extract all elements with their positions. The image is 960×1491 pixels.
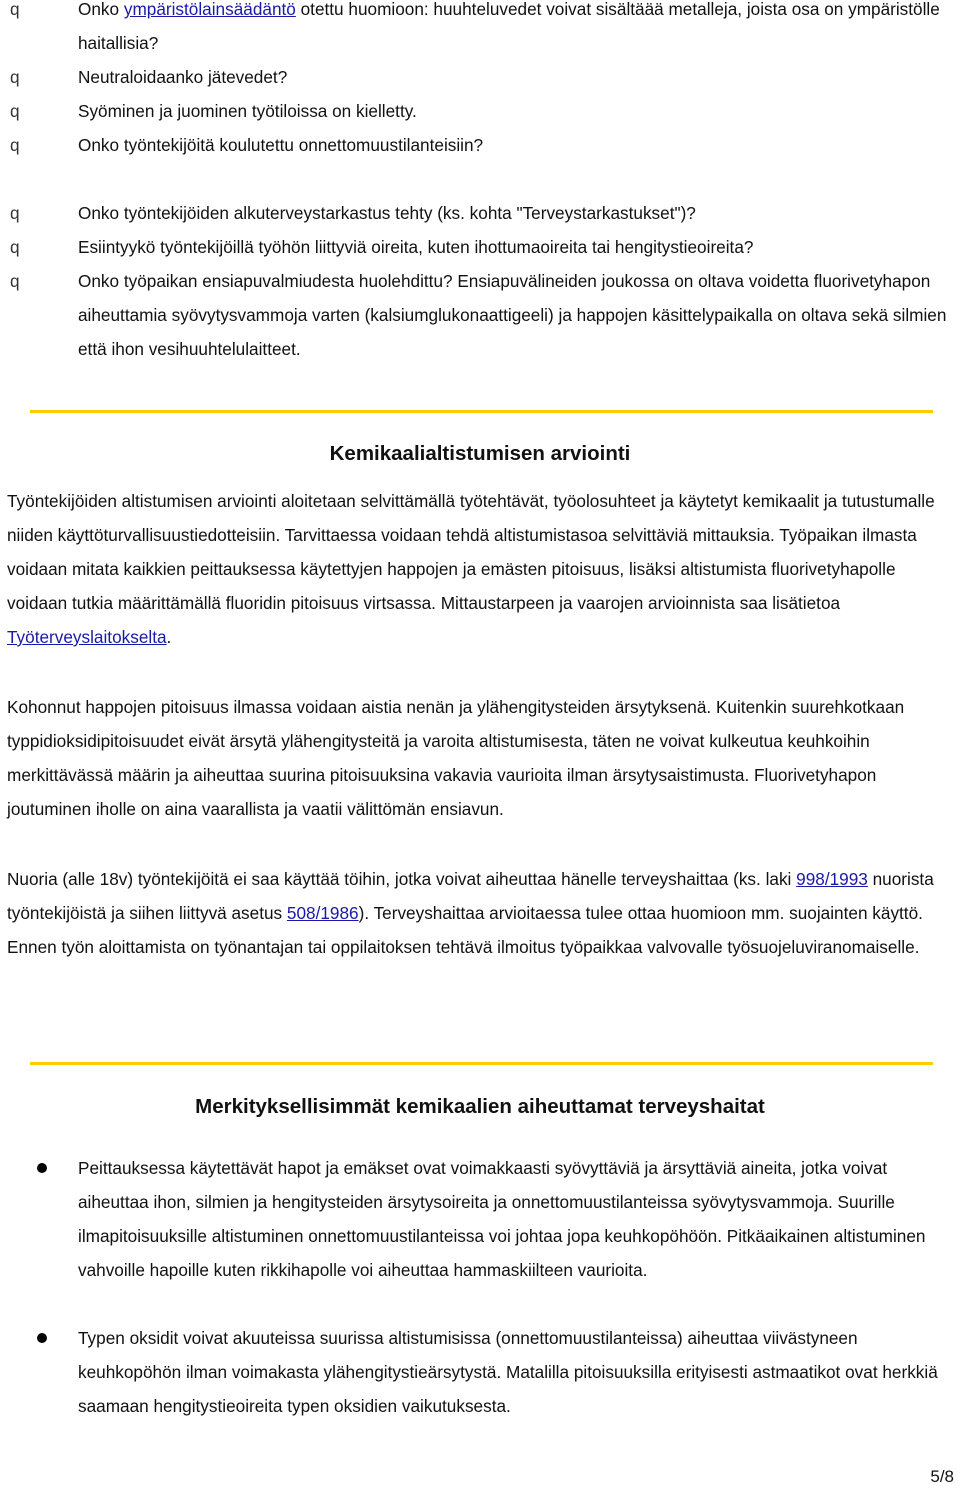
question-text: Neutraloidaanko jätevedet? [78,67,288,87]
law-998-1993-link[interactable]: 998/1993 [796,869,868,889]
paragraph-text: . [166,627,172,647]
question-text: Syöminen ja juominen työtiloissa on kielletty. [78,101,417,121]
question-text-part: Onko [78,0,124,19]
checkbox-marker: q [10,67,20,87]
checkbox-marker: q [10,271,20,291]
question-text: Onko työntekijöiden alkuterveystarkastus tehty (ks. kohta "Terveystarkastukset")? [78,203,696,223]
question-text: Onko työntekijöitä koulutettu onnettomuustilanteisiin? [78,135,484,155]
checkbox-marker: q [10,0,20,19]
paragraph-text: Nuoria (alle 18v) työntekijöitä ei saa käyttää töihin, jotka voivat aiheuttaa hänelle terveyshaittaa (ks. laki [7,869,797,889]
bullet-item: Peittauksessa käytettävät hapot ja emäkset ovat voimakkaasti syövyttäviä ja ärsyttäviä aineita, jotka voivat aiheuttaa ihon, silmien ja hengitysteiden ärsytysoireita ja onnettomuustilanteissa syövytysvammoja. Suurille ilmapitoisuuksille altistuminen onnettomuustilanteissa voi johtaa jopa keuhkopöhöön. Pitkäaikainen altistuminen vahvoille hapoille kuten rikkihapolle voi aiheuttaa hammaskiilteen vaurioita. [78,1158,926,1280]
paragraph-irritation: Kohonnut happojen pitoisuus ilmassa voidaan aistia nenän ja ylähengitysteiden ärsytyksenä. Kuitenkin suurehkotkaan typpidioksidipitoisuudet eivät ärsytä ylähengitysteitä ja varoita altistumisesta, täten ne voivat kulkeutua keuhkoihin merkittävässä määrin ja aiheuttaa suurina pitoisuuksina vakavia vaurioita ilman ärsytysaistimusta. Fluorivetyhapon joutuminen iholle on aina vaarallista ja vaatii välittömän ensiavun. [7,697,905,819]
checkbox-marker: q [10,101,20,121]
bullet-dot [37,1333,47,1343]
decree-508-1986-link[interactable]: 508/1986 [286,903,359,923]
ttl-link[interactable]: Työterveyslaitokselta [7,627,167,647]
question-text: Esiintyykö työntekijöillä työhön liittyviä oireita, kuten ihottumaoireita tai hengitystieoireita? [78,237,754,257]
question-text [78,0,952,60]
paragraph-text: Työntekijöiden altistumisen arviointi aloitetaan selvittämällä työtehtävät, työolosuhteet ja käytetyt kemikaalit ja tutustumalle niiden käyttöturvallisuustiedotteisiin. Tarvittaessa voidaan tehdä altistumistasoa selvittäviä mittauksia. Työpaikan ilmasta voidaan mitata kaikkien peittauksessa käytettyjen happojen ja emästen pitoisuus, lisäksi altistumista fluorivetyhapolle voidaan tutkia määrittämällä fluoridin pitoisuus virtsassa. Mittaustarpeen ja vaarojen arvioinnista saa lisätietoa [7,491,935,613]
checkbox-marker: q [10,237,20,257]
paragraph-assessment [7,484,952,654]
checkbox-marker: q [10,203,20,223]
question-text-part: otettu huomioon: huuhteluvedet voivat sisältäää metalleja, joista osa on ympäristölle haitallisia? [78,0,940,53]
section-heading: Merkityksellisimmät kemikaalien aiheuttamat terveyshaitat [195,1095,765,1118]
section-divider [30,410,933,413]
paragraph-text: nuorista työntekijöistä ja siihen liittyvä asetus [7,869,934,923]
bullet-item: Typen oksidit voivat akuuteissa suurissa altistumisissa (onnettomuustilanteissa) aiheuttaa viivästyneen keuhkopöhön ilman voimakasta ylähengitystieärsytystä. Matalilla pitoisuuksilla erityisesti astmaatikot ovat herkkiä saamaan hengitystieoireita typen oksidien vaikutuksesta. [78,1328,938,1416]
section-heading: Kemikaalialtistumisen arviointi [329,442,631,465]
paragraph-text: ). Terveyshaittaa arvioitaessa tulee ottaa huomioon mm. suojainten käyttö. Ennen työn aloittamista on työnantajan tai oppilaitoksen tehtävä ilmoitus työpaikkaa valvovalle työsuojeluviranomaiselle. [7,903,923,957]
checkbox-marker: q [10,135,20,155]
bullet-dot [37,1163,47,1173]
paragraph-young-workers [7,862,952,964]
question-text: Onko työpaikan ensiapuvalmiudesta huolehdittu? Ensiapuvälineiden joukossa on oltava voidetta fluorivetyhapon aiheuttamia syövytysvammoja varten (kalsiumglukonaattigeeli) ja happojen käsittelypaikalla on oltava sekä silmien että ihon vesihuuhtelulaitteet. [78,271,947,359]
page-number: 5/8 [930,1467,954,1486]
section-divider [30,1062,933,1065]
environmental-law-link[interactable]: ympäristölainsäädäntö [123,0,296,19]
